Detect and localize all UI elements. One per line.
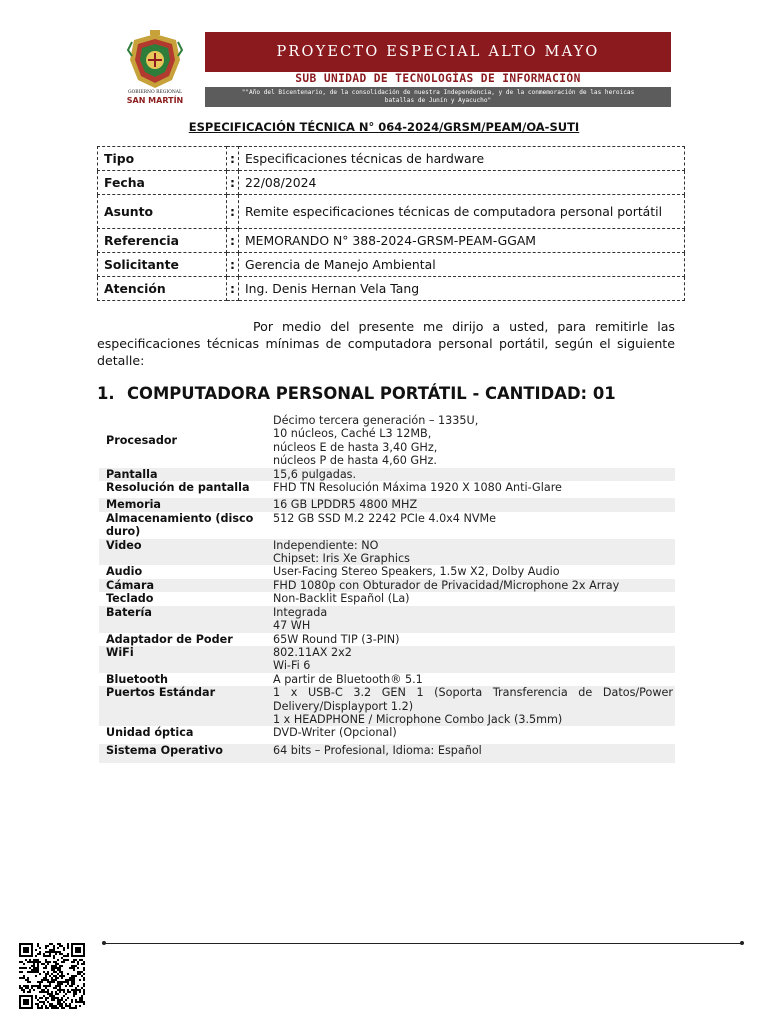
spec-row: [99, 539, 675, 566]
field-value: Ing. Denis Hernan Vela Tang: [238, 277, 684, 301]
field-row: [98, 171, 685, 195]
field-label: Tipo: [98, 147, 227, 171]
spec-row: [99, 512, 675, 539]
intro-text: Por medio del presente me dirijo a usted, para remitirle las especificaciones técnicas mínimas de computadora personal portátil, según el siguiente detalle:: [97, 319, 675, 368]
spec-table: [99, 414, 675, 763]
spec-label: Unidad óptica: [106, 726, 194, 740]
spec-value-line: 1 x HEADPHONE / Microphone Combo Jack (3.5mm): [273, 712, 563, 726]
spec-row: [99, 414, 675, 468]
field-separator: :: [227, 229, 239, 253]
field-row: [98, 229, 685, 253]
spec-value-line: Décimo tercera generación – 1335U,: [273, 414, 479, 427]
field-label: Referencia: [98, 229, 227, 253]
spec-row: [99, 726, 675, 743]
spec-row: [99, 744, 675, 763]
section-title: COMPUTADORA PERSONAL PORTÁTIL - CANTIDAD: 01: [127, 384, 616, 403]
spec-value: [273, 512, 675, 539]
spec-value: [273, 468, 675, 481]
spec-value-line: núcleos E de hasta 3,40 GHz,: [273, 440, 438, 454]
spec-label: Adaptador de Poder: [106, 632, 233, 646]
spec-value-line: 47 WH: [273, 619, 311, 633]
footer-rule: [104, 943, 742, 944]
spec-value-line: A partir de Bluetooth® 5.1: [273, 672, 423, 686]
spec-label: WiFi: [106, 645, 134, 659]
spec-value-line: 802.11AX 2x2: [273, 645, 352, 659]
field-value: 22/08/2024: [238, 171, 684, 195]
spec-value: [273, 414, 675, 468]
banner-title: PROYECTO ESPECIAL ALTO MAYO: [276, 44, 600, 60]
spec-label: Procesador: [106, 434, 178, 448]
motto-strip: [205, 87, 671, 107]
field-label: Solicitante: [98, 253, 227, 277]
spec-row: [99, 498, 675, 511]
spec-label: Cámara: [106, 578, 155, 592]
spec-row: [99, 481, 675, 498]
spec-value-line: 1 x USB-C 3.2 GEN 1 (Soporta Transferencia de Datos/Power Delivery/Displayport 1.2): [273, 686, 673, 713]
document-title: ESPECIFICACIÓN TÉCNICA N° 064-2024/GRSM/PEAM/OA-SUTI: [188, 120, 580, 134]
spec-value-line: Wi-Fi 6: [273, 659, 311, 673]
logo-caption-line2: SAN MARTÍN: [126, 96, 184, 105]
spec-row: [99, 606, 675, 633]
spec-row: [99, 673, 675, 686]
spec-value-line: 64 bits – Profesional, Idioma: Español: [273, 743, 482, 757]
spec-value: [273, 592, 675, 605]
spec-row: [99, 565, 675, 578]
spec-label: Audio: [106, 565, 143, 579]
motto-line-1: ""Año del Bicentenario, de la consolidación de nuestra Independencia, y de la conmemoración de las heroicas: [241, 89, 635, 96]
coat-of-arms-icon: [124, 30, 186, 90]
spec-value-line: Chipset: Iris Xe Graphics: [273, 552, 410, 566]
field-value: Especificaciones técnicas de hardware: [238, 147, 684, 171]
spec-value: [273, 646, 675, 673]
spec-value: [273, 481, 675, 494]
spec-value-line: 16 GB LPDDR5 4800 MHZ: [273, 498, 418, 512]
spec-label: Teclado: [106, 592, 154, 606]
field-label: Fecha: [98, 171, 227, 195]
spec-value: [273, 633, 675, 646]
spec-value: [273, 498, 675, 511]
spec-value: [273, 565, 675, 578]
field-value: Gerencia de Manejo Ambiental: [238, 253, 684, 277]
spec-label: Batería: [106, 605, 152, 619]
spec-label: Video: [106, 538, 142, 552]
spec-label: Puertos Estándar: [106, 686, 216, 700]
field-label: Asunto: [98, 195, 227, 229]
field-label: Atención: [98, 277, 227, 301]
spec-row: [99, 468, 675, 481]
field-row: [98, 195, 685, 229]
spec-row: [99, 592, 675, 605]
spec-value: [273, 579, 675, 592]
spec-value: [273, 744, 675, 757]
field-separator: :: [227, 195, 239, 229]
field-row: [98, 147, 685, 171]
section-number: 1.: [97, 384, 115, 403]
intro-paragraph: [97, 318, 675, 369]
spec-value-line: Integrada: [273, 605, 328, 619]
regional-government-logo: [124, 30, 186, 112]
header-banner: [205, 32, 671, 72]
spec-value-line: 65W Round TIP (3-PIN): [273, 632, 400, 646]
spec-label: Pantalla: [106, 467, 158, 481]
field-separator: :: [227, 277, 239, 301]
spec-row: [99, 646, 675, 673]
spec-row: [99, 579, 675, 592]
spec-value: [273, 726, 675, 739]
logo-caption-line1: GOBIERNO REGIONAL: [127, 90, 182, 95]
spec-value: [273, 606, 675, 633]
field-value: Remite especificaciones técnicas de computadora personal portátil: [238, 195, 684, 229]
field-value: MEMORANDO N° 388-2024-GRSM-PEAM-GGAM: [238, 229, 684, 253]
qr-code-icon: [19, 943, 85, 1009]
spec-value-line: User-Facing Stereo Speakers, 1.5w X2, Dolby Audio: [273, 565, 560, 579]
field-separator: :: [227, 147, 239, 171]
field-separator: :: [227, 171, 239, 195]
spec-label: Bluetooth: [106, 672, 168, 686]
spec-value-line: DVD-Writer (Opcional): [273, 726, 397, 740]
spec-value-line: 10 núcleos, Caché L3 12MB,: [273, 427, 432, 441]
spec-value-line: FHD 1080p con Obturador de Privacidad/Microphone 2x Array: [273, 578, 620, 592]
spec-value-line: 15,6 pulgadas.: [273, 467, 357, 481]
field-separator: :: [227, 253, 239, 277]
spec-value: [273, 686, 675, 726]
qr-code: [19, 943, 85, 1009]
motto-line-2: batallas de Junín y Ayacucho": [384, 97, 492, 104]
spec-value: [273, 673, 675, 686]
spec-value-line: núcleos P de hasta 4,60 GHz.: [273, 454, 437, 468]
spec-label: Almacenamiento (disco duro): [106, 511, 254, 539]
spec-value: [273, 539, 675, 566]
field-row: [98, 277, 685, 301]
spec-row: [99, 633, 675, 646]
spec-value-line: FHD TN Resolución Máxima 1920 X 1080 Anti-Glare: [273, 481, 562, 495]
spec-value-line: Non-Backlit Español (La): [273, 592, 410, 606]
document-header-table: [97, 146, 685, 301]
field-row: [98, 253, 685, 277]
spec-row: [99, 686, 675, 726]
spec-label: Resolución de pantalla: [106, 481, 250, 495]
section-heading: [97, 384, 616, 403]
spec-label: Memoria: [106, 498, 161, 512]
spec-value-line: 512 GB SSD M.2 2242 PCIe 4.0x4 NVMe: [273, 511, 497, 525]
spec-label: Sistema Operativo: [106, 743, 223, 757]
banner-subtitle: SUB UNIDAD DE TECNOLOGÍAS DE INFORMACIÓN: [295, 72, 581, 85]
spec-value-line: Independiente: NO: [273, 538, 379, 552]
